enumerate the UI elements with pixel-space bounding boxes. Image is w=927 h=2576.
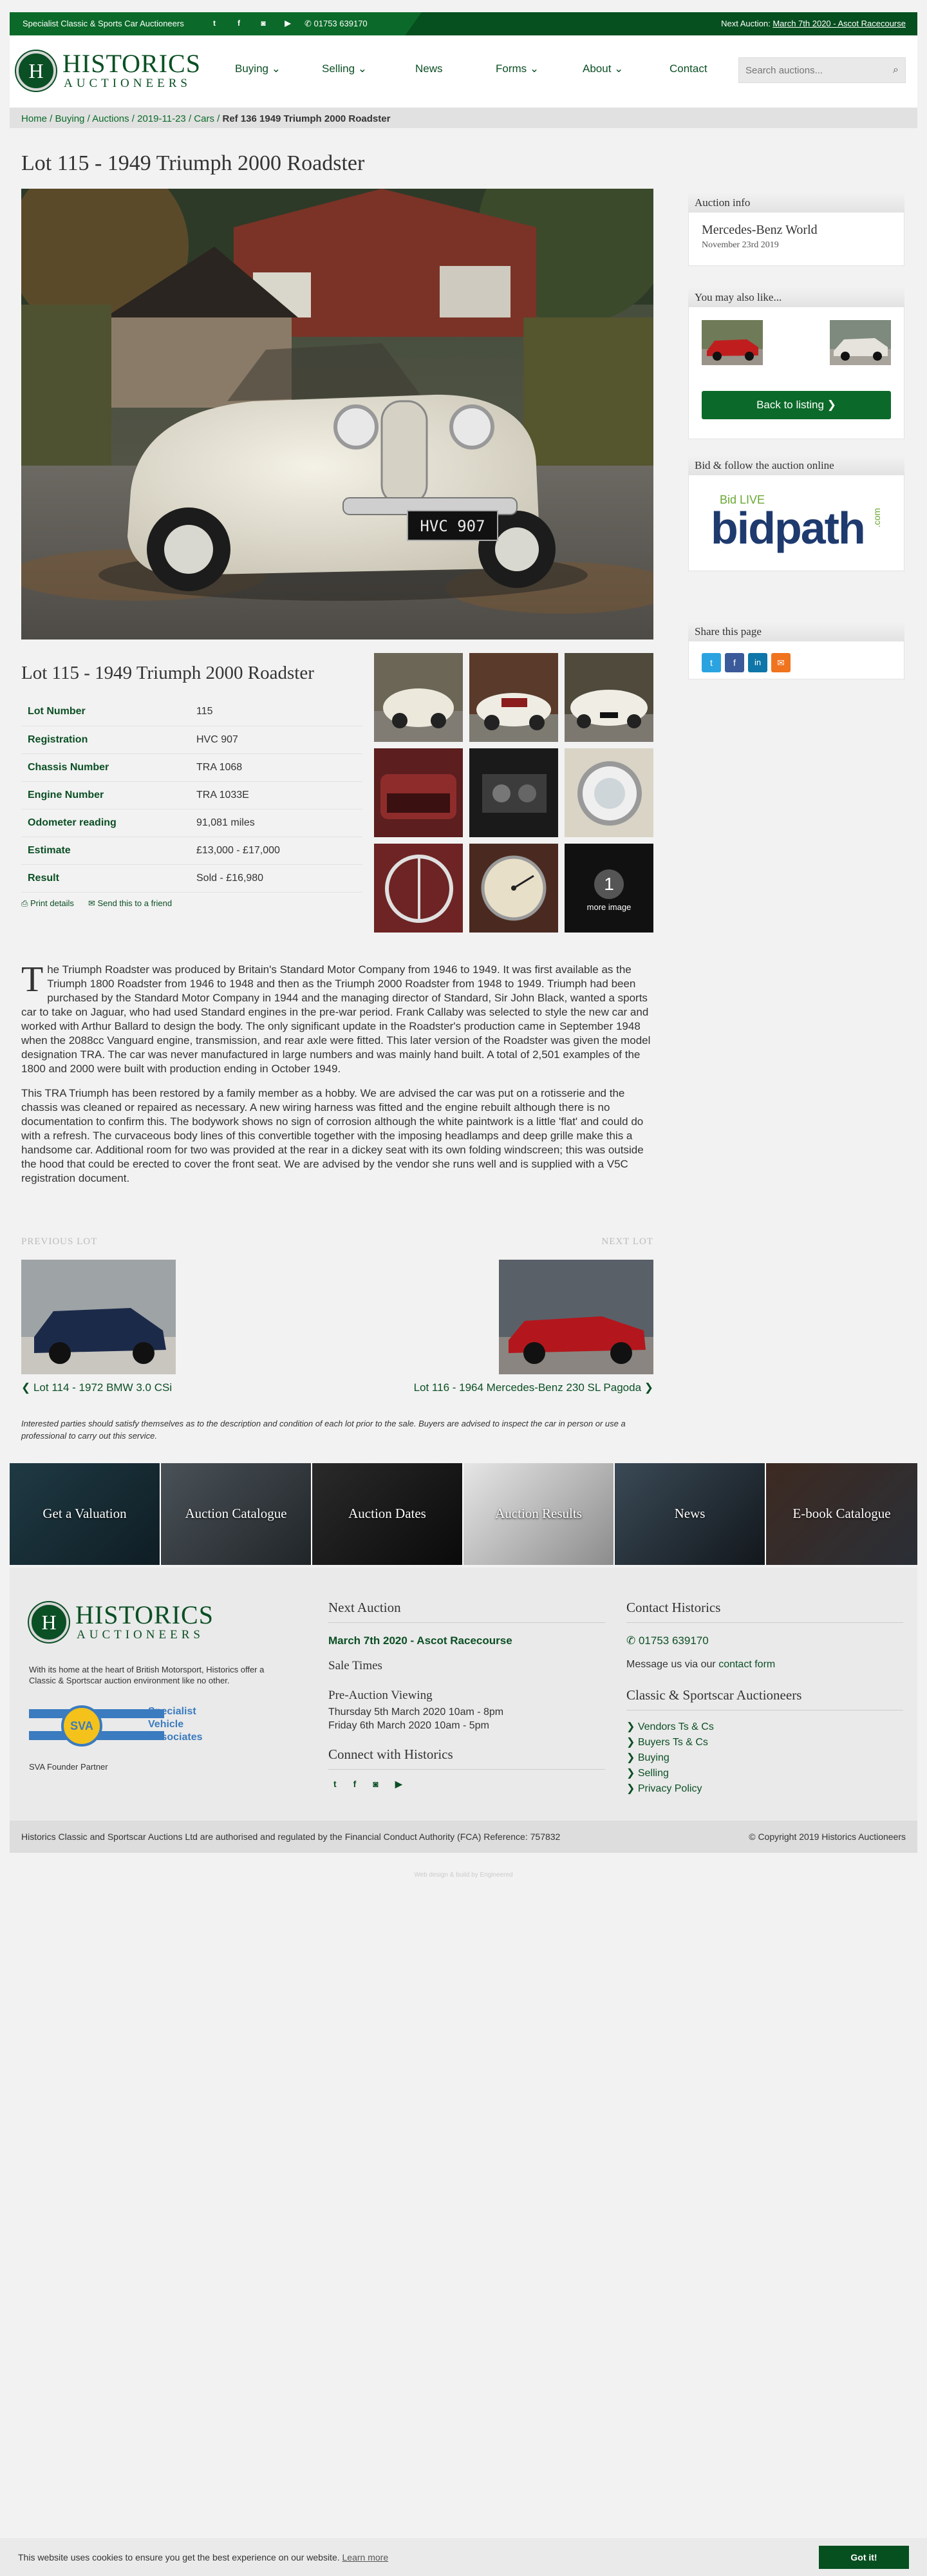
footer-next-auction bbox=[328, 1600, 605, 1790]
spec-key: Engine Number bbox=[21, 781, 190, 809]
thumb-photo bbox=[469, 653, 558, 742]
lot-description bbox=[21, 960, 653, 1196]
lot-subtitle: Lot 115 - 1949 Triumph 2000 Roadster bbox=[21, 663, 314, 683]
nav-label: About bbox=[583, 62, 612, 75]
gallery-thumb[interactable] bbox=[374, 748, 463, 837]
description-paragraph: This TRA Triumph has been restored by a family member as a hobby. We are advised the car was put on a rotisserie and the chassis was cleaned or repaired as necessary. A new wiring harness was fitted and the engine rebuilt although there is no documentation to confirm this. The bodywork shows no sign of corrosion although the white paintwork is a little 'flat' and could do with a refresh. The curvaceous body lines of this convertible together with the imposing headlamps and deep grille make this a handsome car. Additional room for two was provided at the rear in a dickey seat with its own folding windscreen; this was outside the hood that could be erected to cover the front seat. We are advised by the vendor she runs well and is supplied with a V5C registration document. bbox=[21, 1087, 644, 1184]
nav-contact[interactable] bbox=[670, 62, 721, 75]
spec-value: 91,081 miles bbox=[190, 809, 362, 837]
tile-label: Auction Dates bbox=[348, 1506, 426, 1521]
thumb-photo bbox=[565, 653, 653, 742]
chevron-left-icon: ❮ bbox=[21, 1381, 33, 1394]
panel-body bbox=[688, 212, 904, 266]
youtube-icon[interactable]: ▶ bbox=[285, 19, 291, 28]
spec-value: 115 bbox=[190, 698, 362, 726]
chevron-down-icon: ⌄ bbox=[614, 62, 624, 75]
site-footer bbox=[10, 1567, 917, 1821]
previous-lot-link[interactable] bbox=[21, 1381, 172, 1394]
phone-number: 01753 639170 bbox=[314, 19, 368, 28]
thumb-photo bbox=[374, 653, 463, 742]
nav-about[interactable] bbox=[583, 62, 660, 75]
printer-icon: ⎙ bbox=[21, 898, 31, 908]
top-bar bbox=[10, 12, 917, 35]
nav-label: Buying bbox=[235, 62, 268, 75]
logo[interactable] bbox=[16, 48, 216, 93]
footer-link[interactable] bbox=[626, 1766, 903, 1781]
next-lot-image[interactable] bbox=[499, 1260, 653, 1374]
description-paragraph bbox=[21, 960, 653, 1076]
chevron-right-icon: ❯ bbox=[626, 1752, 638, 1763]
tagline: Specialist Classic & Sports Car Auctioneers bbox=[23, 19, 184, 28]
logo-wordmark: HISTORICS bbox=[62, 49, 201, 78]
next-auction-label: Next Auction: bbox=[721, 19, 771, 28]
bid-live-text: Bid LIVE bbox=[720, 493, 765, 506]
more-images-overlay bbox=[565, 844, 653, 933]
panel-heading: Share this page bbox=[688, 621, 904, 641]
phone-icon: ✆ bbox=[304, 19, 314, 28]
cookie-banner bbox=[0, 2538, 927, 2576]
lot-actions bbox=[21, 898, 172, 909]
spec-key: Estimate bbox=[21, 837, 190, 864]
spec-row bbox=[21, 809, 362, 837]
spec-row bbox=[21, 864, 362, 892]
sva-line: Vehicle bbox=[148, 1719, 184, 1730]
instagram-icon[interactable]: ◙ bbox=[373, 1779, 379, 1789]
spec-key: Result bbox=[21, 864, 190, 892]
phone-icon: ✆ bbox=[626, 1634, 639, 1647]
nav-forms[interactable] bbox=[496, 62, 573, 75]
panel-body bbox=[688, 641, 904, 679]
footer-phone[interactable] bbox=[626, 1634, 903, 1647]
auction-date: November 23rd 2019 bbox=[702, 240, 779, 250]
facebook-icon[interactable]: f bbox=[238, 19, 240, 28]
tile-get-valuation[interactable] bbox=[10, 1463, 161, 1565]
footer-link[interactable] bbox=[626, 1735, 903, 1750]
main-content bbox=[10, 128, 917, 1463]
suggested-lot-photo bbox=[702, 320, 763, 365]
more-images-button[interactable] bbox=[565, 844, 653, 933]
more-images-count: 1 bbox=[594, 869, 624, 899]
next-lot-title: Lot 116 - 1964 Mercedes-Benz 230 SL Pagoda bbox=[413, 1381, 642, 1394]
crumb-cars[interactable]: Cars bbox=[194, 113, 214, 124]
logo-mark: H bbox=[16, 51, 56, 91]
logo-subline: AUCTIONEERS bbox=[64, 77, 191, 90]
tile-auction-catalogue[interactable] bbox=[161, 1463, 312, 1565]
sva-logo bbox=[29, 1705, 286, 1757]
hero-car-photo bbox=[21, 189, 653, 639]
footer-message bbox=[626, 1659, 903, 1671]
design-credit[interactable]: Web design & build by Engineered bbox=[414, 1871, 513, 1879]
crumb-date[interactable]: 2019-11-23 bbox=[137, 113, 186, 124]
spec-value: £13,000 - £17,000 bbox=[190, 837, 362, 864]
footer-link-label: Vendors Ts & Cs bbox=[637, 1721, 714, 1732]
youtube-icon[interactable]: ▶ bbox=[395, 1779, 402, 1789]
tile-label: E-book Catalogue bbox=[792, 1506, 891, 1521]
nav-label: News bbox=[415, 62, 443, 75]
spec-key: Chassis Number bbox=[21, 753, 190, 781]
fca-statement: Historics Classic and Sportscar Auctions Ltd are authorised and regulated by the Financial Conduct Authority (FCA) Reference: 757832 bbox=[21, 1832, 561, 1842]
auction-venue: Mercedes-Benz World bbox=[702, 223, 818, 237]
sva-line: Specialist bbox=[148, 1706, 196, 1717]
next-auction bbox=[721, 19, 906, 28]
cookie-message bbox=[18, 2552, 388, 2562]
next-lot-link[interactable] bbox=[414, 1381, 653, 1394]
footer-link-label: Privacy Policy bbox=[637, 1783, 702, 1794]
thumb-photo bbox=[469, 748, 558, 837]
tile-auction-results[interactable] bbox=[464, 1463, 615, 1565]
bidpath-logo[interactable] bbox=[688, 475, 904, 571]
tile-label: News bbox=[674, 1506, 706, 1521]
footer-divider bbox=[328, 1769, 605, 1770]
spec-value: Sold - £16,980 bbox=[190, 864, 362, 892]
footer-link-label: Selling bbox=[637, 1768, 669, 1779]
panel-heading: Auction info bbox=[688, 193, 904, 212]
thumbnail-gallery bbox=[374, 653, 653, 933]
footer-about-text: With its home at the heart of British Motorsport, Historics offer a Classic & Sportscar auction environment like no other. bbox=[29, 1665, 265, 1685]
spec-key: Odometer reading bbox=[21, 809, 190, 837]
print-label: Print details bbox=[30, 898, 74, 908]
page-title: Lot 115 - 1949 Triumph 2000 Roadster bbox=[21, 151, 365, 175]
panel-heading: You may also like... bbox=[688, 287, 904, 307]
chevron-down-icon: ⌄ bbox=[357, 62, 368, 75]
cookie-accept-button[interactable]: Got it! bbox=[819, 2546, 909, 2569]
gallery-thumb[interactable] bbox=[374, 844, 463, 933]
chevron-down-icon: ⌄ bbox=[271, 62, 281, 75]
email-icon[interactable]: ✉ bbox=[771, 653, 791, 672]
copyright: © Copyright 2019 Historics Auctioneers bbox=[749, 1832, 906, 1842]
back-label: Back to listing bbox=[756, 399, 824, 411]
panel-heading: Bid & follow the auction online bbox=[688, 455, 904, 475]
viewing-time: Friday 6th March 2020 10am - 5pm bbox=[328, 1720, 489, 1731]
drop-cap: T bbox=[21, 960, 44, 999]
disclaimer: Interested parties should satisfy themselves as to the description and condition of each lot prior to the sale. Buyers are advised to inspect the car in person or use a professional to carry out this service. bbox=[21, 1419, 626, 1441]
tile-label: Auction Catalogue bbox=[185, 1506, 287, 1521]
viewing-time: Thursday 5th March 2020 10am - 8pm bbox=[328, 1707, 504, 1718]
previous-lot-image[interactable] bbox=[21, 1260, 176, 1374]
footer-divider bbox=[328, 1622, 605, 1623]
facebook-icon[interactable]: f bbox=[725, 653, 744, 672]
search-icon[interactable]: ⌕ bbox=[893, 64, 899, 75]
sva-text bbox=[148, 1705, 203, 1744]
footer-phone-number: 01753 639170 bbox=[638, 1634, 709, 1647]
bidpath-com: .com bbox=[872, 507, 883, 528]
spec-row bbox=[21, 753, 362, 781]
nav-label: Forms bbox=[496, 62, 527, 75]
spec-table bbox=[21, 698, 362, 893]
learn-more-link[interactable]: Learn more bbox=[342, 2552, 389, 2562]
spec-value: HVC 907 bbox=[190, 726, 362, 753]
cookie-text: This website uses cookies to ensure you get the best experience on our website. bbox=[18, 2552, 340, 2562]
social-links bbox=[209, 18, 293, 28]
twitter-icon[interactable]: t bbox=[213, 19, 216, 28]
spec-key: Lot Number bbox=[21, 698, 190, 726]
crumb-home[interactable]: Home bbox=[21, 113, 48, 124]
footer-links bbox=[626, 1719, 903, 1797]
suggested-lot-photo bbox=[830, 320, 891, 365]
bidpath-wordmark: bidpath bbox=[711, 503, 865, 553]
tile-label: Auction Results bbox=[495, 1506, 582, 1521]
next-lot-photo bbox=[499, 1260, 653, 1374]
spec-row bbox=[21, 837, 362, 864]
site-header bbox=[10, 35, 917, 108]
footer-divider bbox=[626, 1622, 903, 1623]
spec-row bbox=[21, 781, 362, 809]
spec-value: TRA 1068 bbox=[190, 753, 362, 781]
next-lot-heading: NEXT LOT bbox=[601, 1236, 653, 1247]
twitter-icon[interactable]: t bbox=[333, 1779, 337, 1789]
next-auction-link[interactable]: March 7th 2020 - Ascot Racecourse bbox=[772, 19, 906, 28]
gallery-thumb[interactable] bbox=[374, 653, 463, 742]
chevron-right-icon: ❯ bbox=[626, 1768, 638, 1779]
chevron-right-icon: ❯ bbox=[641, 1381, 653, 1394]
legal-bar bbox=[10, 1821, 917, 1853]
feature-tiles bbox=[10, 1463, 917, 1565]
panel-body bbox=[688, 307, 904, 439]
thumb-photo bbox=[374, 748, 463, 837]
sale-times-heading: Sale Times bbox=[328, 1659, 382, 1672]
nav-label: Contact bbox=[670, 62, 707, 75]
footer-heading: Classic & Sportscar Auctioneers bbox=[626, 1687, 802, 1703]
footer-contact bbox=[626, 1600, 903, 1797]
suggested-lot[interactable] bbox=[830, 320, 891, 365]
thumb-photo bbox=[469, 844, 558, 933]
spec-row bbox=[21, 726, 362, 753]
linkedin-icon[interactable]: in bbox=[748, 653, 767, 672]
spec-key: Registration bbox=[21, 726, 190, 753]
auction-info-panel bbox=[688, 193, 904, 266]
footer-heading: Connect with Historics bbox=[328, 1747, 453, 1762]
footer-social bbox=[328, 1779, 605, 1790]
logo-mark: H bbox=[29, 1602, 69, 1642]
chevron-right-icon: ❯ bbox=[827, 399, 836, 411]
thumb-photo bbox=[565, 748, 653, 837]
crumb-current: Ref 136 1949 Triumph 2000 Roadster bbox=[222, 113, 391, 124]
logo-wordmark: HISTORICS bbox=[75, 1600, 214, 1629]
breadcrumb: Home / Buying / Auctions / 2019-11-23 / Cars / Ref 136 1949 Triumph 2000 Roadster bbox=[10, 108, 917, 128]
footer-logo[interactable] bbox=[29, 1600, 229, 1645]
thumb-photo bbox=[374, 844, 463, 933]
chevron-right-icon: ❯ bbox=[626, 1783, 638, 1794]
contact-form-link[interactable]: contact form bbox=[718, 1659, 776, 1670]
nav-news[interactable] bbox=[415, 62, 467, 75]
message-text: Message us via our bbox=[626, 1659, 716, 1670]
instagram-icon[interactable]: ◙ bbox=[261, 19, 266, 28]
chevron-down-icon: ⌄ bbox=[529, 62, 539, 75]
spec-row bbox=[21, 698, 362, 726]
send-friend-link[interactable] bbox=[88, 898, 172, 909]
footer-heading: Next Auction bbox=[328, 1600, 401, 1615]
footer-next-event[interactable]: March 7th 2020 - Ascot Racecourse bbox=[328, 1634, 512, 1647]
tile-label: Get a Valuation bbox=[42, 1506, 127, 1521]
footer-heading: Contact Historics bbox=[626, 1600, 721, 1615]
chevron-right-icon: ❯ bbox=[626, 1721, 638, 1732]
logo-subline: AUCTIONEERS bbox=[77, 1628, 204, 1642]
footer-link[interactable] bbox=[626, 1750, 903, 1766]
suggested-lot[interactable] bbox=[702, 320, 763, 365]
share-panel bbox=[688, 621, 904, 679]
twitter-icon[interactable]: t bbox=[702, 653, 721, 672]
phone-link[interactable] bbox=[304, 19, 368, 29]
crumb-buying[interactable]: Buying bbox=[55, 113, 85, 124]
spec-value: TRA 1033E bbox=[190, 781, 362, 809]
footer-link-label: Buying bbox=[637, 1752, 670, 1763]
footer-link[interactable] bbox=[626, 1781, 903, 1797]
gallery-thumb[interactable] bbox=[469, 844, 558, 933]
crumb-auctions[interactable]: Auctions bbox=[92, 113, 129, 124]
previous-lot-title: Lot 114 - 1972 BMW 3.0 CSi bbox=[33, 1381, 173, 1394]
tile-auction-dates[interactable] bbox=[312, 1463, 464, 1565]
send-label: Send this to a friend bbox=[97, 898, 173, 908]
previous-lot-photo bbox=[21, 1260, 176, 1374]
description-text: he Triumph Roadster was produced by Britain's Standard Motor Company from 1946 to 1949. It was first available as the Triumph 1800 Roadster from 1946 to 1948 and then as the Triumph 2000 Roadster from 1948 to 1949. Triumph had been purchased by the Standard Motor Company in 1944 and the managing director of Standard, Sir John Black, wanted a sports car to take on Jaguar, who had used Standard engines in the pre-war period. Frank Callaby was selected to style the new car and worked with Arthur Ballard to design the body. The only significant update in the Roadster's production came in September 1948 when the 2088cc Vanguard engine, transmission, and rear axle were fitted. This later version of the Roadster was given the model designation TRA. The car was never manufactured in large numbers and was mainly hand built. A total of 2,501 examples of the 1800 and 2000 were built with production ending in October 1949. bbox=[21, 963, 651, 1075]
sva-founder-label: SVA Founder Partner bbox=[29, 1762, 108, 1772]
sva-line: Associates bbox=[148, 1732, 203, 1743]
nav-selling[interactable] bbox=[322, 62, 399, 75]
back-to-listing-button[interactable] bbox=[702, 391, 891, 419]
footer-link[interactable] bbox=[626, 1719, 903, 1735]
bid-online-panel bbox=[688, 455, 904, 571]
footer-about bbox=[29, 1600, 286, 1772]
envelope-icon: ✉ bbox=[88, 898, 98, 908]
search-input[interactable] bbox=[739, 58, 881, 82]
tile-ebook-catalogue[interactable] bbox=[766, 1463, 917, 1565]
gallery-thumb[interactable] bbox=[469, 748, 558, 837]
lot-navigation bbox=[21, 1236, 653, 1247]
nav-label: Selling bbox=[322, 62, 355, 75]
hero-image[interactable] bbox=[21, 189, 653, 639]
viewing-heading: Pre-Auction Viewing bbox=[328, 1689, 433, 1702]
footer-link-label: Buyers Ts & Cs bbox=[637, 1737, 708, 1748]
also-like-panel bbox=[688, 287, 904, 439]
nav-buying[interactable] bbox=[235, 62, 312, 75]
gallery-thumb[interactable] bbox=[469, 653, 558, 742]
search-box bbox=[738, 57, 906, 83]
sva-badge: SVA bbox=[61, 1705, 102, 1747]
facebook-icon[interactable]: f bbox=[353, 1779, 357, 1789]
more-images-label: more image bbox=[586, 902, 632, 912]
previous-lot-heading: PREVIOUS LOT bbox=[21, 1236, 98, 1247]
number-plate: HVC 907 bbox=[420, 517, 485, 535]
print-details-link[interactable] bbox=[21, 898, 74, 909]
tile-news[interactable] bbox=[615, 1463, 766, 1565]
gallery-thumb[interactable] bbox=[565, 748, 653, 837]
gallery-thumb[interactable] bbox=[565, 653, 653, 742]
chevron-right-icon: ❯ bbox=[626, 1737, 638, 1748]
